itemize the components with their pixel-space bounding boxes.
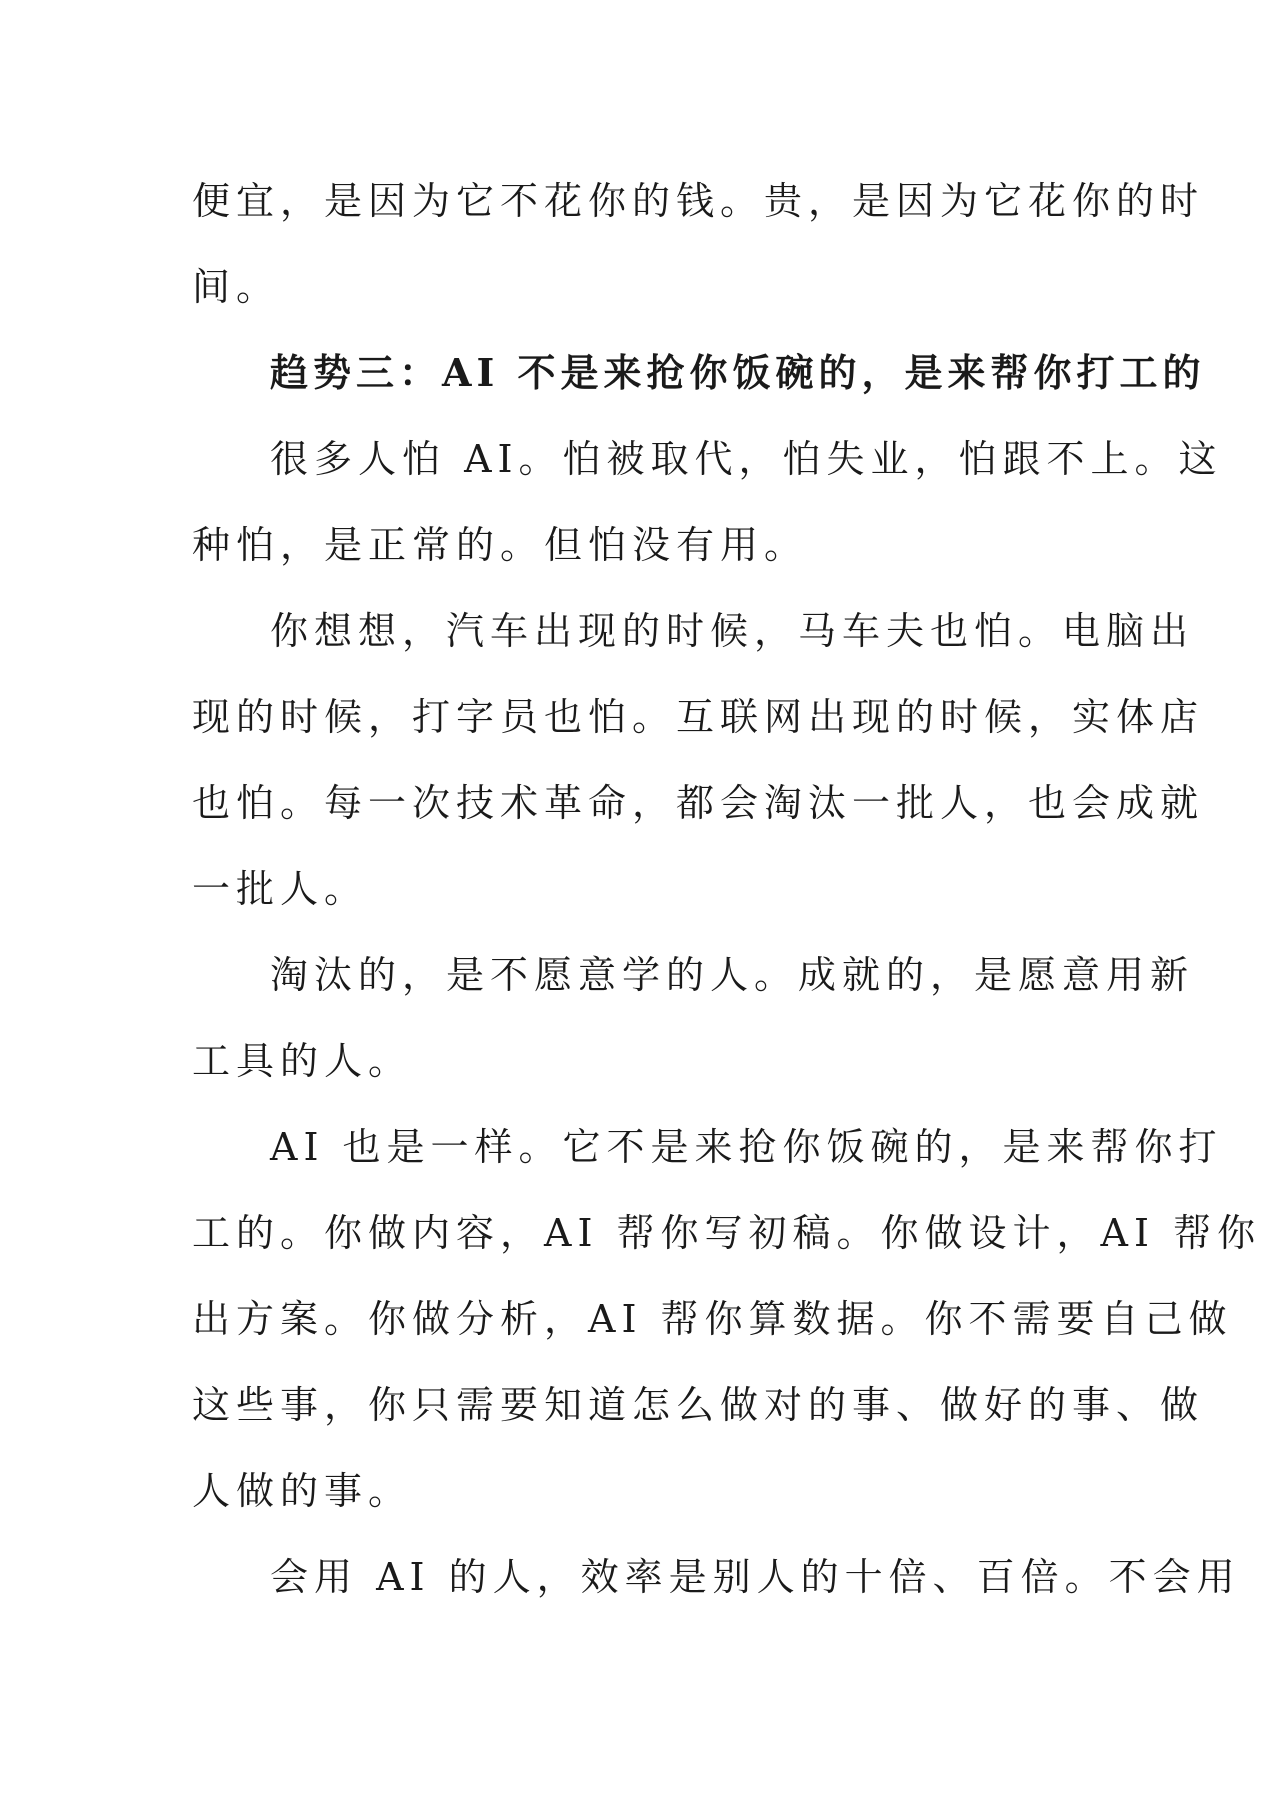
section-heading: 趋势三：AI 不是来抢你饭碗的，是来帮你打工的 bbox=[270, 350, 1206, 395]
paragraph-line: 很多人怕 AI。怕被取代，怕失业，怕跟不上。这 bbox=[270, 437, 1223, 481]
paragraph-line: 工的。你做内容，AI 帮你写初稿。你做设计，AI 帮你 bbox=[192, 1211, 1262, 1255]
paragraph-line: AI 也是一样。它不是来抢你饭碗的，是来帮你打 bbox=[270, 1125, 1223, 1169]
paragraph-line: 淘汰的，是不愿意学的人。成就的，是愿意用新 bbox=[270, 953, 1195, 997]
paragraph-line: 间。 bbox=[192, 265, 281, 309]
paragraph-line: 人做的事。 bbox=[192, 1469, 413, 1513]
paragraph-line: 也怕。每一次技术革命，都会淘汰一批人，也会成就 bbox=[192, 781, 1205, 825]
document-body bbox=[192, 158, 1262, 1620]
paragraph-line: 一批人。 bbox=[192, 867, 369, 911]
paragraph-line: 工具的人。 bbox=[192, 1039, 413, 1083]
paragraph-line: 出方案。你做分析，AI 帮你算数据。你不需要自己做 bbox=[192, 1297, 1233, 1341]
paragraph-line: 现的时候，打字员也怕。互联网出现的时候，实体店 bbox=[192, 695, 1205, 739]
paragraph-line: 你想想，汽车出现的时候，马车夫也怕。电脑出 bbox=[270, 609, 1195, 653]
paragraph-line: 这些事，你只需要知道怎么做对的事、做好的事、做 bbox=[192, 1383, 1205, 1427]
paragraph-line: 便宜，是因为它不花你的钱。贵，是因为它花你的时 bbox=[192, 179, 1205, 223]
paragraph-line: 会用 AI 的人，效率是别人的十倍、百倍。不会用 bbox=[270, 1555, 1241, 1599]
paragraph-line: 种怕，是正常的。但怕没有用。 bbox=[192, 523, 809, 567]
